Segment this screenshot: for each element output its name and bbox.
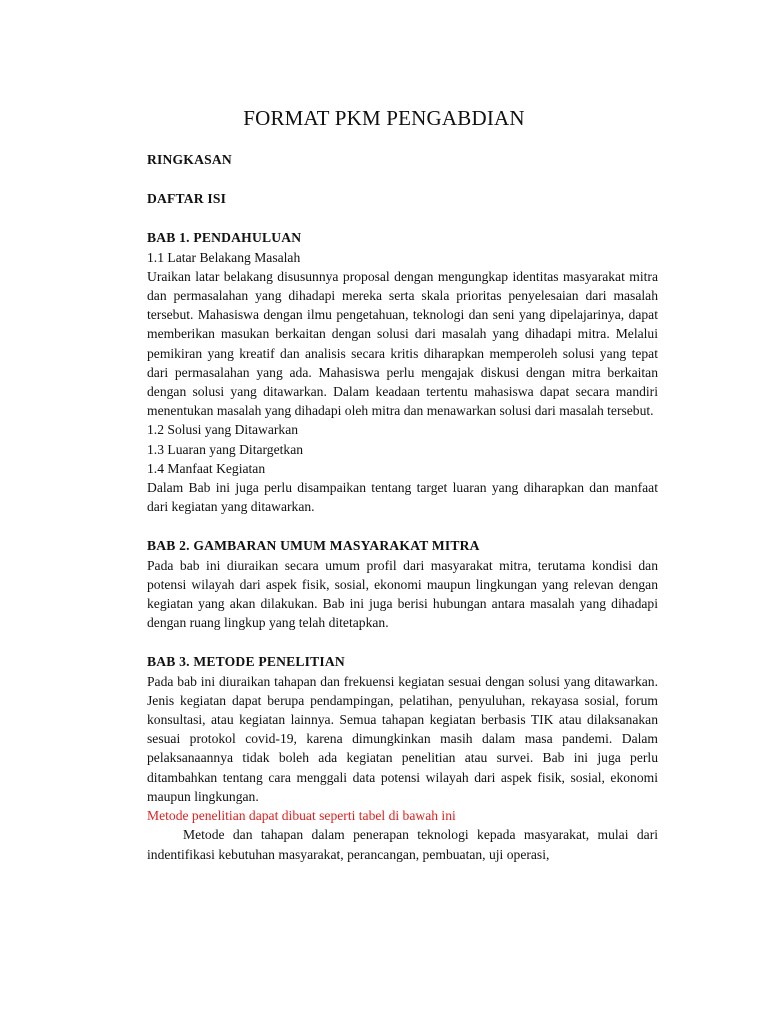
note-red: Metode penelitian dapat dibuat seperti tabel di bawah ini	[147, 808, 456, 824]
paragraph-bab1-closing: Dalam Bab ini juga perlu disampaikan tentang target luaran yang diharapkan dan manfaat dari kegiatan yang ditawarkan.	[147, 480, 658, 515]
paragraph-bab3: Pada bab ini diuraikan tahapan dan frekuensi kegiatan sesuai dengan solusi yang ditawarkan. Jenis kegiatan dapat berupa pendampingan, pelatihan, penyuluhan, rekayasa sosial, forum konsultasi, atau kegiatan lainnya. Semua tahapan kegiatan berbasis TIK atau dilaksanakan sesuai protokol covid-19, karena dimungkinkan masih dalam masa pandemi. Dalam pelaksanaannya tidak boleh ada kegiatan penelitian atau survei. Bab ini juga perlu ditambahkan tentang cara menggali data potensi wilayah dari aspek fisik, sosial, ekonomi maupun lingkungan.	[147, 673, 658, 804]
document-body	[147, 150, 658, 864]
heading-bab2: BAB 2. GAMBARAN UMUM MASYARAKAT MITRA	[147, 538, 480, 554]
subheading-luaran: 1.3 Luaran yang Ditargetkan	[147, 441, 304, 457]
paragraph-bab2: Pada bab ini diuraikan secara umum profil dari masyarakat mitra, terutama kondisi dan potensi wilayah dari aspek fisik, sosial, ekonomi maupun lingkungan yang relevan dengan kegiatan yang akan dilakukan. Bab ini juga berisi hubungan antara masalah yang dihadapi dengan ruang lingkup yang telah ditetapkan.	[147, 557, 658, 631]
subheading-solusi: 1.2 Solusi yang Ditawarkan	[147, 422, 299, 438]
paragraph-latar-belakang: Uraikan latar belakang disusunnya proposal dengan mengungkap identitas masyarakat mitra dan permasalahan yang dihadapi mereka serta skala prioritas penyelesaian dari masalah tersebut. Mahasiswa dengan ilmu pengetahuan, teknologi dan seni yang dipelajarinya, dapat memberikan masukan berkaitan dengan solusi dari masalah yang dihadapi mitra. Melalui pemikiran yang kreatif dan analisis secara kritis diharapkan memperoleh solusi yang tepat dari permasalahan yang ada. Mahasiswa perlu mengajak diskusi dengan mitra berkaitan dengan solusi yang ditawarkan. Dalam keadaan tertentu mahasiswa dapat secara mandiri menentukan masalah yang dihadapi oleh mitra dan menawarkan solusi dari masalah tersebut.	[147, 268, 658, 419]
heading-bab1: BAB 1. PENDAHULUAN	[147, 230, 302, 246]
subheading-latar-belakang: 1.1 Latar Belakang Masalah	[147, 249, 301, 265]
heading-daftar-isi: DAFTAR ISI	[147, 191, 227, 207]
paragraph-bab3-metode: Metode dan tahapan dalam penerapan teknologi kepada masyarakat, mulai dari indentifikasi kebutuhan masyarakat, perancangan, pembuatan, uji operasi,	[147, 827, 658, 862]
heading-bab3: BAB 3. METODE PENELITIAN	[147, 654, 345, 670]
document-title: FORMAT PKM PENGABDIAN	[243, 106, 525, 130]
subheading-manfaat: 1.4 Manfaat Kegiatan	[147, 460, 266, 476]
heading-ringkasan: RINGKASAN	[147, 152, 232, 167]
